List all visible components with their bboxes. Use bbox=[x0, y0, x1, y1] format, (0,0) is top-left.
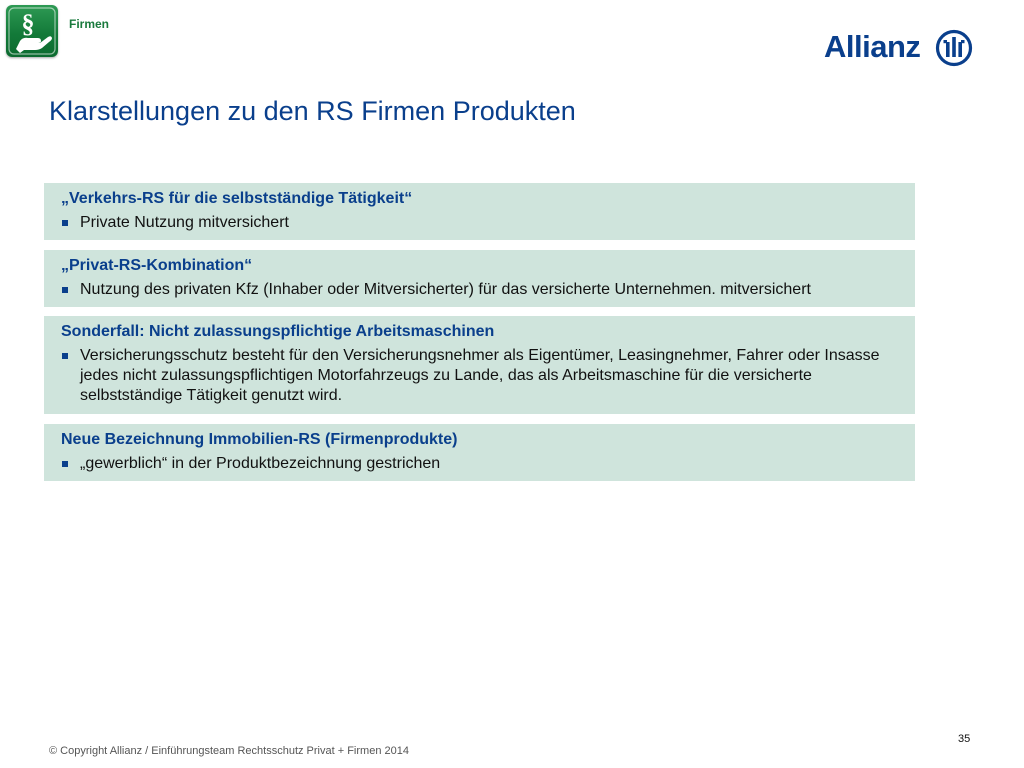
allianz-logo bbox=[824, 29, 976, 69]
box-heading: Neue Bezeichnung Immobilien-RS (Firmenprodukte) bbox=[61, 431, 458, 448]
info-box-verkehrs-rs bbox=[44, 183, 915, 240]
bullet-text: Nutzung des privaten Kfz (Inhaber oder Mitversicherter) für das versicherte Unternehmen. mitversichert bbox=[80, 281, 811, 298]
box-heading: „Privat-RS-Kombination“ bbox=[61, 257, 253, 274]
bullet-text: „gewerblich“ in der Produktbezeichnung gestrichen bbox=[80, 455, 441, 472]
info-box-immobilien-rs bbox=[44, 424, 915, 481]
page-number: 35 bbox=[958, 733, 971, 745]
allianz-eagle-icon bbox=[935, 29, 973, 67]
square-bullet-icon bbox=[62, 287, 68, 293]
square-bullet-icon bbox=[62, 220, 68, 226]
list-item bbox=[61, 280, 899, 300]
list-item bbox=[61, 213, 899, 233]
bullet-text: Private Nutzung mitversichert bbox=[80, 214, 289, 231]
info-box-arbeitsmaschinen bbox=[44, 316, 915, 414]
svg-text:§: § bbox=[21, 9, 35, 38]
list-item bbox=[61, 454, 899, 474]
paragraph-hand-icon bbox=[6, 5, 58, 57]
square-bullet-icon bbox=[62, 353, 68, 359]
logo-text: Allianz bbox=[824, 29, 921, 64]
section-label: Firmen bbox=[69, 17, 110, 31]
box-heading: Sonderfall: Nicht zulassungspflichtige Arbeitsmaschinen bbox=[61, 323, 495, 340]
page-title: Klarstellungen zu den RS Firmen Produkten bbox=[49, 96, 576, 127]
bullet-text: Versicherungsschutz besteht für den Versicherungsnehmer als Eigentümer, Leasingnehmer, Fahrer oder Insasse jedes nicht zulassungspflichtigen Motorfahrzeugs zu Lande, das als Arbeitsmaschine für die versicherte selbstständige Tätigkeit genutzt wird. bbox=[80, 347, 880, 404]
box-heading: „Verkehrs-RS für die selbstständige Tätigkeit“ bbox=[61, 190, 413, 207]
copyright-footer: © Copyright Allianz / Einführungsteam Rechtsschutz Privat + Firmen 2014 bbox=[49, 745, 409, 757]
list-item bbox=[61, 346, 899, 406]
info-box-privat-rs-kombination bbox=[44, 250, 915, 307]
square-bullet-icon bbox=[62, 461, 68, 467]
